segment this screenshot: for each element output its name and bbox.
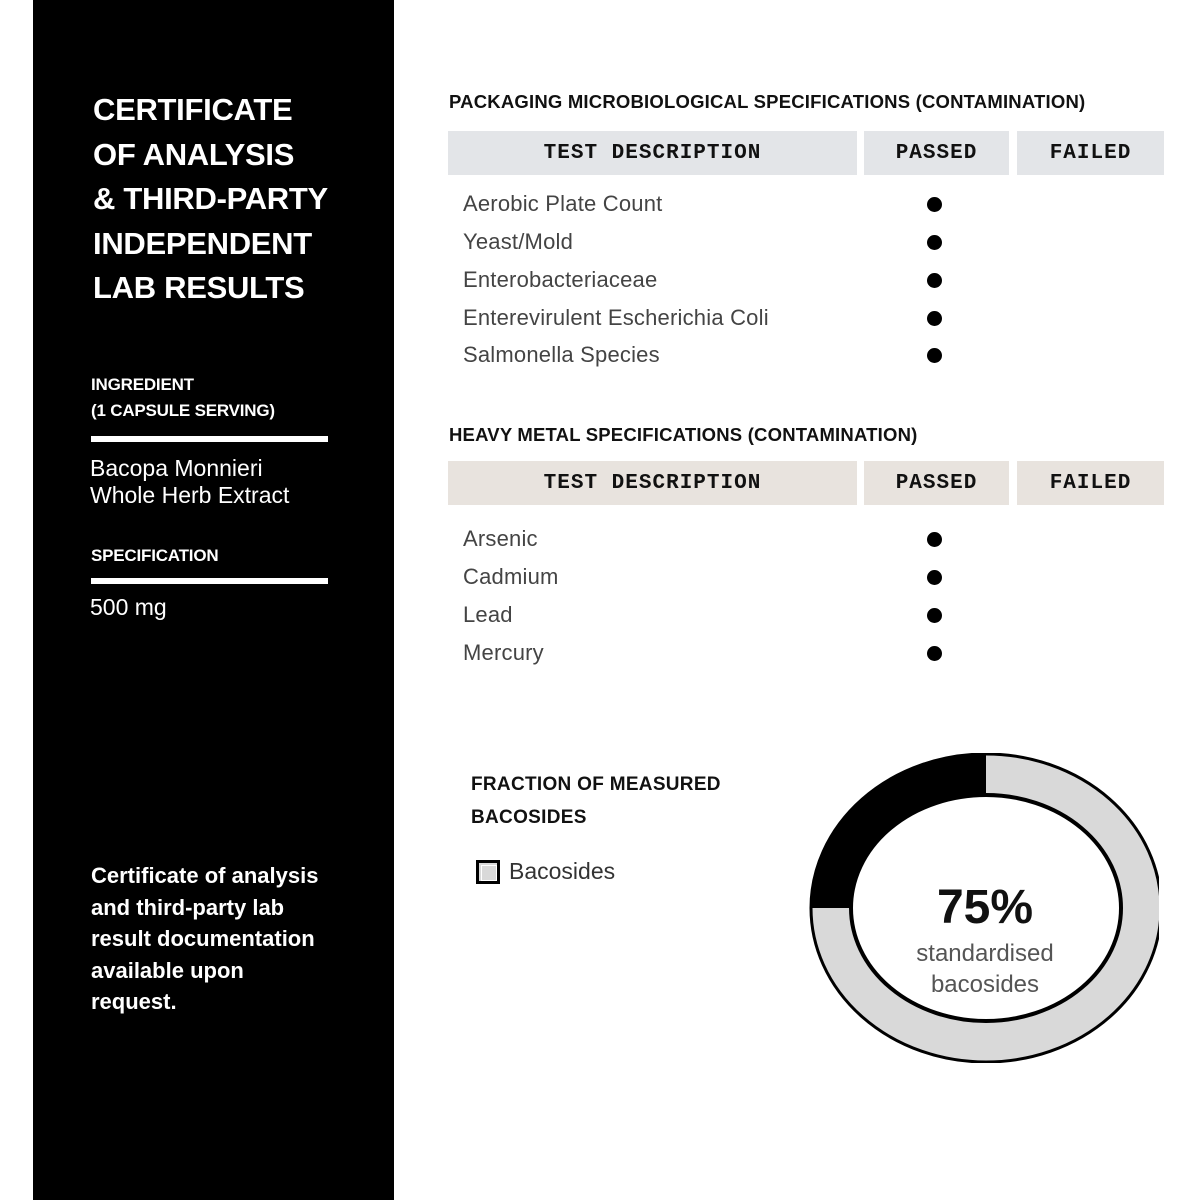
specification-label: SPECIFICATION: [91, 546, 219, 565]
table-row: [463, 340, 1063, 370]
fraction-title-line: FRACTION OF MEASURED: [471, 774, 721, 795]
table-row: [463, 524, 1063, 554]
header-failed: FAILED: [1017, 131, 1164, 175]
test-name: Arsenic: [463, 526, 538, 551]
legend-label: Bacosides: [509, 858, 616, 884]
header-passed: PASSED: [864, 461, 1009, 505]
sidebar-panel: [33, 0, 394, 1200]
caption-line: bacosides: [930, 971, 1040, 998]
test-name: Aerobic Plate Count: [463, 191, 663, 216]
note-line: available upon: [91, 957, 244, 983]
specification-value: 500 mg: [90, 594, 167, 620]
passed-dot-icon: [927, 646, 942, 661]
header-test-description: TEST DESCRIPTION: [448, 461, 857, 505]
availability-note: [91, 860, 381, 1018]
title-line: INDEPENDENT: [93, 225, 312, 261]
test-name: Lead: [463, 602, 513, 627]
note-line: request.: [91, 989, 177, 1014]
table-row: [463, 303, 1063, 333]
header-failed: FAILED: [1017, 461, 1164, 505]
divider: [91, 578, 328, 584]
title-line: LAB RESULTS: [93, 270, 305, 305]
test-name: Mercury: [463, 640, 544, 665]
test-name: Enterobacteriaceae: [463, 267, 658, 292]
metal-section-title: HEAVY METAL SPECIFICATIONS (CONTAMINATION): [449, 424, 918, 445]
test-name: Salmonella Species: [463, 342, 660, 367]
table-row: [463, 638, 1063, 668]
micro-table-header: [448, 131, 1164, 175]
passed-dot-icon: [927, 570, 942, 585]
passed-dot-icon: [927, 532, 942, 547]
percent-label: 75%: [936, 881, 1034, 934]
passed-dot-icon: [927, 235, 942, 250]
title-line: OF ANALYSIS: [93, 136, 295, 172]
note-line: and third-party lab: [91, 894, 285, 920]
fraction-title-line: BACOSIDES: [471, 807, 587, 828]
fraction-title: [471, 768, 721, 834]
table-row: [463, 189, 1063, 219]
test-name: Cadmium: [463, 564, 559, 589]
passed-dot-icon: [927, 273, 942, 288]
table-row: [463, 227, 1063, 257]
ingredient-value: [90, 455, 289, 509]
table-row: [463, 600, 1063, 630]
passed-dot-icon: [927, 197, 942, 212]
test-name: Yeast/Mold: [463, 229, 574, 254]
title-line: CERTIFICATE: [93, 92, 293, 127]
passed-dot-icon: [927, 608, 942, 623]
title-line: & THIRD-PARTY: [93, 181, 328, 216]
ingredient-value-line: Whole Herb Extract: [90, 482, 290, 508]
note-line: result documentation: [91, 926, 315, 951]
ingredient-label-line: (1 CAPSULE SERVING): [91, 401, 275, 420]
caption-line: standardised: [916, 940, 1054, 967]
percent-caption: [845, 938, 1125, 1000]
divider: [91, 436, 328, 442]
header-test-description: TEST DESCRIPTION: [448, 131, 857, 175]
certificate-title: [93, 88, 383, 311]
note-line: Certificate of analysis: [91, 863, 319, 888]
test-name: Enterevirulent Escherichia Coli: [463, 305, 769, 330]
metal-table-header: [448, 461, 1164, 505]
ingredient-value-line: Bacopa Monnieri: [90, 455, 263, 481]
table-row: [463, 265, 1063, 295]
passed-dot-icon: [927, 311, 942, 326]
header-passed: PASSED: [864, 131, 1009, 175]
passed-dot-icon: [927, 348, 942, 363]
ingredient-label-line: INGREDIENT: [91, 375, 194, 394]
micro-section-title: PACKAGING MICROBIOLOGICAL SPECIFICATIONS (CONTAMINATION): [449, 91, 1086, 112]
table-row: [463, 562, 1063, 592]
ingredient-label: [91, 372, 275, 424]
donut-center-label: [845, 878, 1125, 1000]
legend-swatch-icon: [476, 860, 500, 884]
